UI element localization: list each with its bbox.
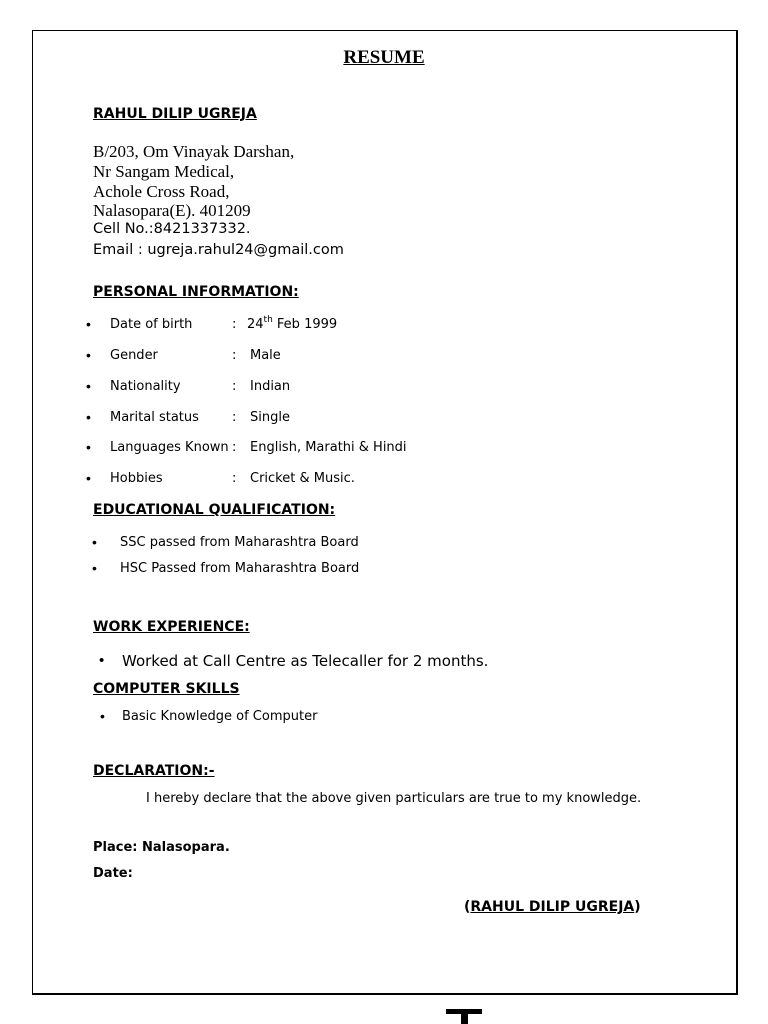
page-right-border [736,30,738,994]
address-line: Achole Cross Road, [93,182,230,201]
education-item: SSC passed from Maharashtra Board [120,535,359,550]
separator: : [232,348,237,363]
education-heading: EDUCATIONAL QUALIFICATION: [93,502,336,518]
separator: : [232,317,237,332]
address-line: Nr Sangam Medical, [93,162,235,181]
languages-value: English, Marathi & Hindi [250,440,407,455]
address-line: Nalasopara(E). 401209 [93,201,251,220]
resume-title: RESUME [343,47,425,68]
nationality-label: Nationality [110,379,181,394]
bullet-icon: • [100,708,105,724]
dob-label: Date of birth [110,317,193,332]
declaration-text: I hereby declare that the above given particulars are true to my knowledge. [146,791,642,806]
declaration-heading: DECLARATION:- [93,763,215,779]
education-item: HSC Passed from Maharashtra Board [120,561,360,576]
address-line: B/203, Om Vinayak Darshan, [93,142,295,161]
hobbies-value: Cricket & Music. [250,471,355,486]
bullet-icon: • [86,347,91,363]
separator: : [232,471,237,486]
bullet-icon: • [99,652,105,669]
next-page-fragment [446,1009,482,1024]
bullet-icon: • [86,378,91,394]
work-experience-heading: WORK EXPERIENCE: [93,619,250,635]
candidate-name: RAHUL DILIP UGREJA [93,106,257,122]
hobbies-label: Hobbies [110,471,163,486]
marital-status-label: Marital status [110,410,199,425]
separator: : [232,410,237,425]
separator: : [232,379,237,394]
work-item: Worked at Call Centre as Telecaller for 2 months. [122,652,489,670]
date-line: Date: [93,866,133,881]
cell-number: Cell No.:8421337332. [93,221,251,237]
page-bottom-border [32,993,738,995]
bullet-icon: • [86,316,91,332]
bullet-icon: • [92,534,97,550]
bullet-icon: • [86,439,91,455]
gender-label: Gender [110,348,158,363]
bullet-icon: • [92,560,97,576]
nationality-value: Indian [250,379,291,394]
marital-status-value: Single [250,410,290,425]
bullet-icon: • [86,409,91,425]
place-line: Place: Nalasopara. [93,840,230,855]
separator: : [232,440,237,455]
personal-info-heading: PERSONAL INFORMATION: [93,284,299,300]
gender-value: Male [250,348,281,363]
computer-skills-heading: COMPUTER SKILLS [93,681,240,697]
languages-label: Languages Known [110,440,229,455]
dob-value: 24th Feb 1999 [247,315,338,332]
email-address: Email : ugreja.rahul24@gmail.com [93,242,344,258]
skill-item: Basic Knowledge of Computer [122,709,318,724]
signature-name: (RAHUL DILIP UGREJA) [464,899,641,915]
bullet-icon: • [86,470,91,486]
